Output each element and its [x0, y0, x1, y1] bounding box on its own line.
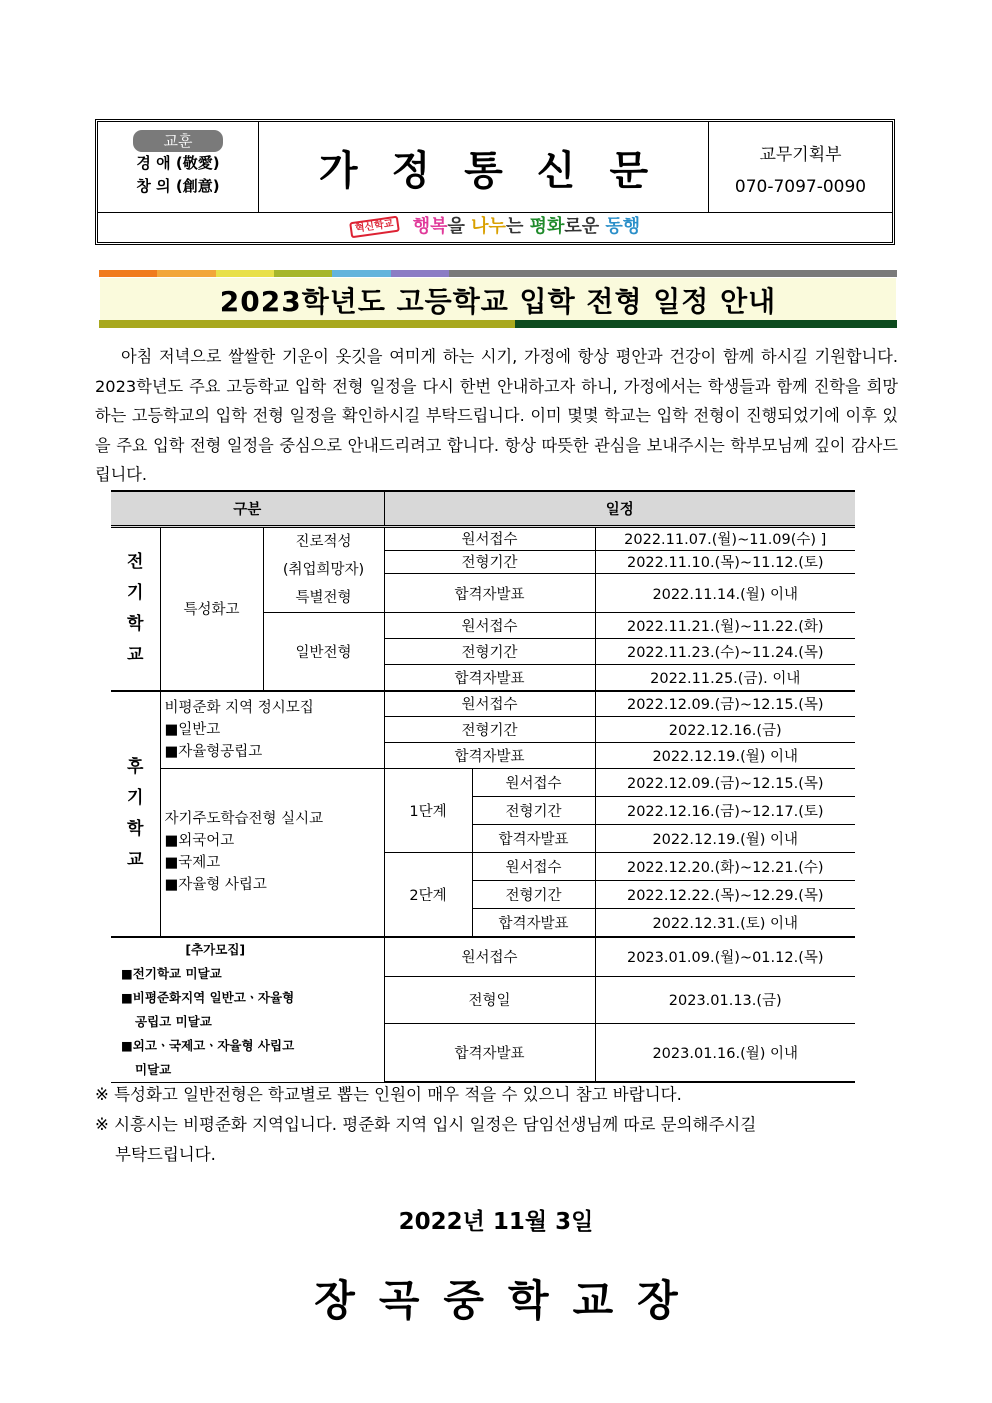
group-item: ■일반고 — [164, 721, 221, 738]
color-bar-segment — [216, 270, 274, 277]
additional-item: ■전기학교 미달교 — [121, 965, 222, 981]
date: 2022.11.14.(월) 이내 — [595, 574, 855, 613]
additional-item: ■외고ㆍ국제고ㆍ자율형 사립고 — [121, 1037, 295, 1053]
date: 2022.12.09.(금)~12.15.(목) — [595, 691, 855, 717]
date: 2022.12.09.(금)~12.15.(목) — [595, 769, 855, 797]
note-2: ※ 시흥시는 비평준화 지역입니다. 평준화 지역 입시 일정은 담임선생님께 따로 문의해주시길 — [95, 1115, 757, 1134]
additional-recruitment — [111, 937, 384, 1083]
stage: 원서접수 — [384, 691, 595, 717]
color-bar-segment — [274, 270, 332, 277]
slogan-row — [98, 212, 892, 242]
stage: 원서접수 — [472, 769, 595, 797]
stage: 전형기간 — [472, 797, 595, 825]
stage: 전형기간 — [384, 550, 595, 574]
stage: 합격자발표 — [384, 1023, 595, 1082]
date: 2022.12.22.(목)~12.29.(목) — [595, 881, 855, 909]
stage: 합격자발표 — [384, 665, 595, 691]
header-category: 구분 — [111, 491, 384, 527]
underline-segment — [99, 320, 515, 328]
general-track: 일반전형 — [263, 613, 384, 691]
phone-number: 070-7097-0090 — [734, 177, 867, 197]
color-bar-segment — [449, 270, 897, 277]
stage: 전형기간 — [384, 717, 595, 743]
issue-date: 2022년 11월 3일 — [398, 1209, 594, 1235]
motto-badge: 교훈 — [133, 130, 223, 152]
non-equalized-regular-group — [160, 691, 384, 769]
step-label: 1단계 — [384, 769, 472, 853]
group-item: ■국제고 — [164, 855, 221, 872]
group-item: ■자율형공립고 — [164, 743, 263, 760]
motto-line-2: 창 의 (創意) — [136, 177, 220, 195]
slogan-word: 평화 — [529, 216, 565, 237]
school-type: 특성화고 — [160, 527, 263, 691]
intro-paragraph: 아침 저녁으로 쌀쌀한 기운이 옷깃을 여미게 하는 시기, 가정에 항상 평안과 건강이 함께 하시길 기원합니다. 2023학년도 주요 고등학교 입학 전형 일정을 다시 한번 안내하고자 하니, 가정에서는 학생들과 함께 진학을 희망하는 고등학교의 입학 전형 일정을 확인하시길 부탁드립니다. 이미 몇몇 학교는 입학 전형이 진행되었기에 이후 있을 주요 입학 전형 일정을 중심으로 안내드리려고 합니다. 항상 따뜻한 관심을 보내주시는 학부모님께 깊이 감사드립니다. — [95, 347, 898, 484]
stage: 전형기간 — [384, 639, 595, 665]
stage: 전형기간 — [472, 881, 595, 909]
date: 2022.12.19.(월) 이내 — [595, 825, 855, 853]
note-1: ※ 특성화고 일반전형은 학교별로 뽑는 인원이 매우 적을 수 있으니 참고 바랍니다. — [95, 1085, 682, 1104]
stage: 원서접수 — [384, 527, 595, 551]
early-school-label: 전 기 학 교 — [111, 527, 160, 691]
self-directed-learning-group — [160, 769, 384, 937]
group-item: ■자율형 사립고 — [164, 877, 267, 894]
additional-item: 미달교 — [135, 1061, 172, 1077]
slogan — [413, 216, 640, 237]
group-item: ■외국어고 — [164, 833, 235, 850]
stage: 원서접수 — [472, 853, 595, 881]
note-2-continued: 부탁드립니다. — [115, 1145, 216, 1164]
date: 2022.12.20.(화)~12.21.(수) — [595, 853, 855, 881]
department: 교무기획부 — [759, 145, 842, 165]
additional-item: ■비평준화지역 일반고ㆍ자율형 — [121, 989, 295, 1005]
color-bar-segment — [99, 270, 157, 277]
stage: 원서접수 — [384, 613, 595, 639]
stage: 합격자발표 — [384, 743, 595, 769]
stage: 합격자발표 — [472, 909, 595, 937]
date: 2023.01.09.(월)~01.12.(목) — [595, 937, 855, 977]
date: 2023.01.16.(월) 이내 — [595, 1023, 855, 1082]
stage: 합격자발표 — [472, 825, 595, 853]
innovation-school-stamp: 혁신학교 — [349, 216, 399, 239]
date: 2022.12.31.(토) 이내 — [595, 909, 855, 937]
header-schedule: 일정 — [384, 491, 855, 527]
document-title: 가정통신문 — [318, 147, 683, 194]
date: 2022.12.19.(월) 이내 — [595, 743, 855, 769]
slogan-word: 행복 — [412, 216, 448, 237]
late-school-label: 후 기 학 교 — [111, 691, 160, 937]
group-title: 비평준화 지역 정시모집 — [164, 699, 314, 716]
additional-item: 공립고 미달교 — [135, 1013, 212, 1029]
school-motto — [98, 122, 259, 212]
date: 2022.11.10.(목)~11.12.(토) — [595, 550, 855, 574]
slogan-word: 을 — [447, 216, 472, 237]
date: 2023.01.13.(금) — [595, 976, 855, 1023]
contact-info — [708, 122, 892, 212]
principal-signature: 장곡중학교장 — [314, 1276, 702, 1325]
color-bar-segment — [391, 270, 449, 277]
slogan-word: 동행 — [605, 216, 641, 237]
stage: 원서접수 — [384, 937, 595, 977]
stage: 전형일 — [384, 976, 595, 1023]
date: 2022.12.16.(금) — [595, 717, 855, 743]
group-title: 자기주도학습전형 실시교 — [164, 811, 324, 828]
date: 2022.11.07.(월)~11.09(수) ] — [595, 527, 855, 551]
motto-line-1: 경 애 (敬愛) — [136, 154, 220, 172]
date: 2022.12.16.(금)~12.17.(토) — [595, 797, 855, 825]
slogan-word: 로운 — [564, 216, 606, 237]
underline-segment — [515, 320, 897, 328]
slogan-word: 는 — [505, 216, 530, 237]
step-label: 2단계 — [384, 853, 472, 937]
date: 2022.11.25.(금). 이내 — [595, 665, 855, 691]
slogan-word: 나누 — [471, 216, 506, 237]
color-bar-segment — [157, 270, 216, 277]
notice-title: 2023학년도 고등학교 입학 전형 일정 안내 — [219, 285, 777, 318]
date: 2022.11.23.(수)~11.24.(목) — [595, 639, 855, 665]
admission-schedule-table — [111, 490, 855, 1083]
letter-header — [95, 119, 895, 245]
date: 2022.11.21.(월)~11.22.(화) — [595, 613, 855, 639]
special-track: 진로적성 (취업희망자) 특별전형 — [263, 527, 384, 613]
additional-title: [추가모집] — [185, 941, 246, 957]
notes — [95, 1080, 895, 1170]
stage: 합격자발표 — [384, 574, 595, 613]
color-bar-segment — [332, 270, 391, 277]
